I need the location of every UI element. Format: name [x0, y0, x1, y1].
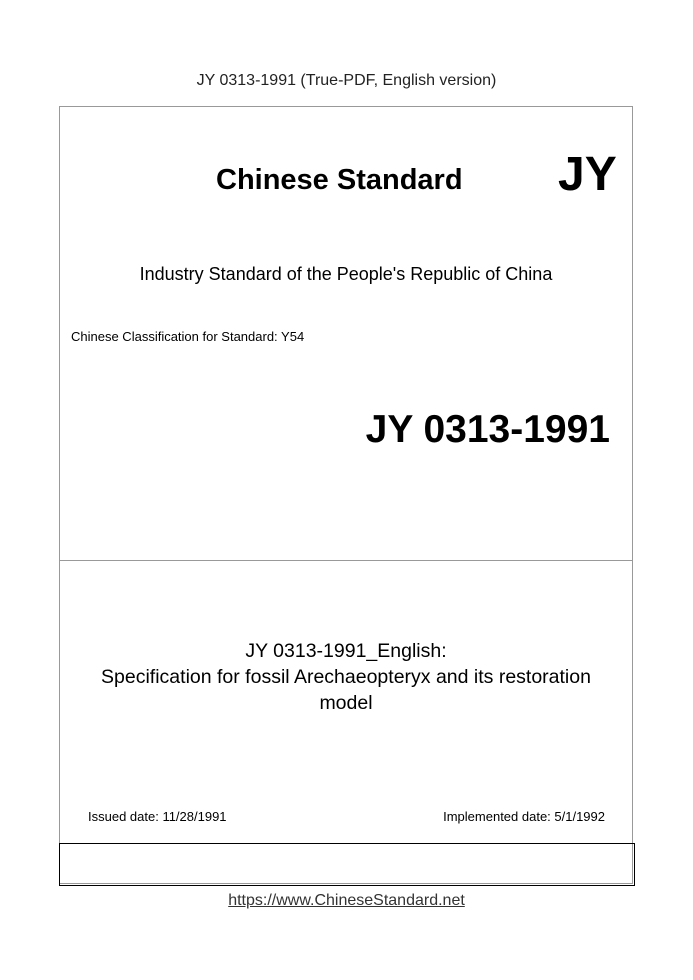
industry-standard-subtitle: Industry Standard of the People's Republic of China [139, 264, 553, 284]
cover-frame [59, 106, 633, 884]
classification-text: Chinese Classification for Standard: Y54 [71, 329, 305, 344]
header-title: JY 0313-1991 (True-PDF, English version) [196, 72, 497, 89]
document-title [60, 638, 632, 716]
chinese-standard-heading: Chinese Standard [216, 164, 463, 196]
standard-number: JY 0313-1991 [365, 408, 610, 451]
cover-top-section [60, 107, 632, 561]
cover-bottom-section [60, 561, 632, 843]
document-title-line2: Specification for fossil Arechaeopteryx and its restoration model [101, 666, 591, 714]
footer-box [59, 843, 635, 886]
issued-date: Issued date: 11/28/1991 [88, 809, 227, 824]
implemented-date: Implemented date: 5/1/1992 [443, 809, 605, 824]
jy-mark: JY [558, 148, 617, 201]
website-link[interactable]: https://www.ChineseStandard.net [228, 892, 465, 909]
document-title-line1: JY 0313-1991_English: [245, 640, 447, 662]
